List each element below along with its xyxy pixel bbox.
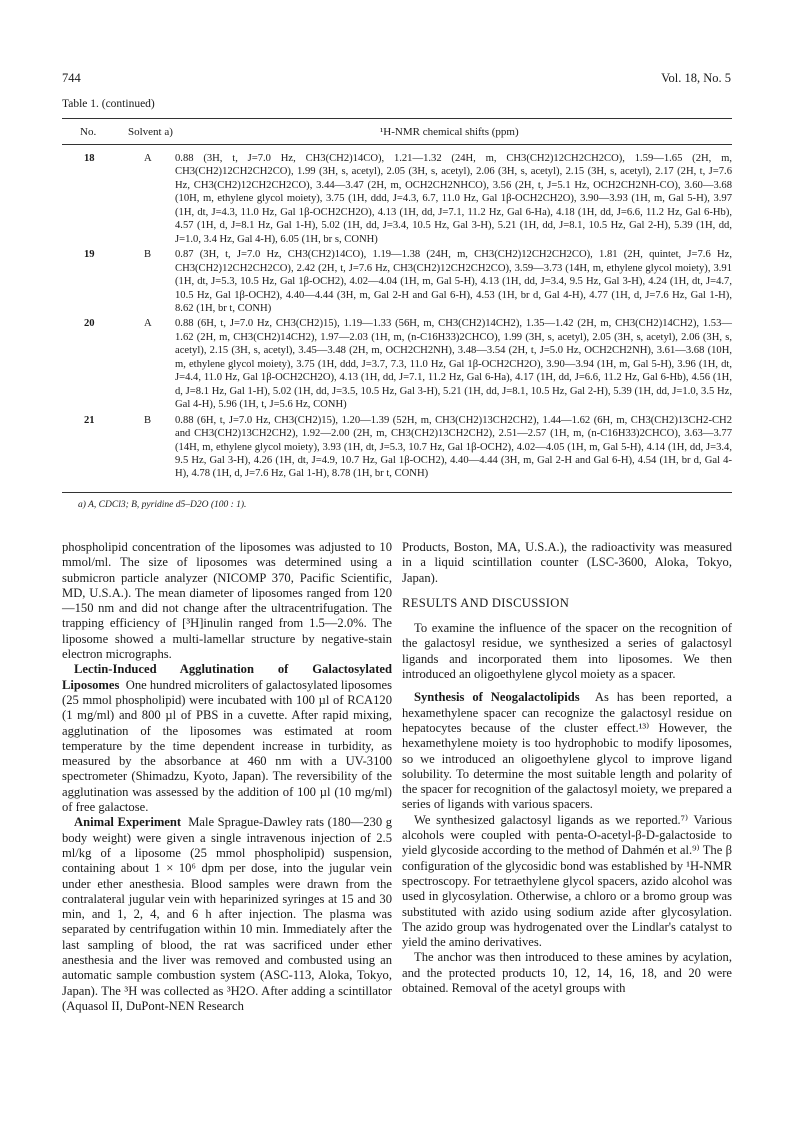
table-row — [62, 414, 732, 481]
column-header-solvent: Solvent a) — [128, 126, 173, 138]
paragraph: We synthesized galactosyl ligands as we reported.⁷⁾ Various alcohols were coupled with penta-O-acetyl-β-D-galactoside to yield glycoside according to the method of Dahmén et al.⁹⁾ The β configuration of the glycosidic bond was established by ¹H-NMR spectroscopy. For tetraethylene glycol spacers, azido alcohol was used in glycosylation. Otherwise, a chloro or a bromo group was substituted with azido using sodium azide after glycosylation. The azido group was hydrogenated over the Lindlar's catalyst to yield the amino derivatives. — [402, 812, 732, 950]
paragraph-text: As has been reported, a hexamethylene spacer can recognize the galactosyl residue on hepatocytes because of the cluster effect.¹³⁾ However, the hexamethylene moiety is too hydrophobic to modify liposomes, so we introduced an oligoethylene glycol to improve ligand solubility. To determine the most suitable length and polarity of the spacer for recognition of the galactosyl moiety, we prepared a series of ligands with various spacers. — [402, 690, 732, 812]
section-lead: Lectin-Induced Agglutination of Galactosylated Liposomes — [62, 662, 392, 692]
chemical-shifts: 0.88 (6H, t, J=7.0 Hz, CH3(CH2)15), 1.19—1.33 (56H, m, CH3(CH2)14CH2), 1.35—1.42 (2H, m, CH3(CH2)14CH2), 1.53—1.62 (2H, m, CH3(CH2)14CH2), 1.97—2.03 (1H, m, (n-C16H33)2CHCO), 1.99 (3H, s, acetyl), 2.05 (3H, s, acetyl), 2.06 (3H, s, acetyl), 2.15 (3H, s, acetyl), 3.45—3.48 (2H, m, OCH2CH2NH), 3.48—3.54 (2H, t, J=5.0 Hz, OCH2CH2NH), 3.61—3.68 (10H, m, ethylene glycol moiety), 3.75 (1H, ddd, J=3.7, 7.3, 11.0 Hz, Gal 1β-OCH2CH2O), 3.90—3.94 (1H, m, Gal 5-H), 3.96 (1H, dt, J=4.4, 11.0 Hz, Gal 1β-OCH2CH2O), 4.13 (1H, dd, J=7.1, 11.2 Hz, Gal 6-Ha), 4.17 (1H, dd, J=6.6, 11.2 Hz, Gal 6-Hb), 4.56 (1H, d, J=8.1 Hz, Gal 1-H), 5.02 (1H, dd, J=3.5, 10.5 Hz, Gal 3-H), 5.21 (1H, dd, J=8.1, 10.5 Hz, Gal 2-H), 5.39 (1H, dd, J=1.0, 3.5 Hz, Gal 4-H), 5.96 (1H, t, J=5.6 Hz, CONH) — [175, 318, 732, 411]
volume-label: Vol. 18, No. 5 — [661, 71, 731, 85]
paragraph-text: Male Sprague-Dawley rats (180—230 g body weight) were given a single intravenous injection of 2.5 ml/kg of a liposome (25 mmol phospholipid) suspension, containing about 1 × 10⁶ dpm per dose, into the jugular vein under ether anesthesia. Blood samples were drawn from the contralateral jugular vein with heparinized syringes at 15 and 30 min, and 1, 2, 4, and 6 h after injection. The plasma was separated by centrifugation within 10 min. Immediately after the last sampling of blood, the rat was sacrificed under ether anesthesia and the liver was removed and combusted using an automatic sample combustion system (ASC-113, Aloka, Tokyo, Japan). The ³H was collected as ³H2O. After adding a scintillator (Aquasol II, DuPont-NEN Research — [62, 815, 392, 1013]
chemical-shifts: 0.88 (3H, t, J=7.0 Hz, CH3(CH2)14CO), 1.21—1.32 (24H, m, CH3(CH2)12CH2CH2CO), 1.59—1.65 (2H, m, CH3(CH2)12CH2CH2CO), 1.99 (3H, s, acetyl), 2.05 (3H, s, acetyl), 2.06 (3H, s, acetyl), 2.15 (3H, s, acetyl), 2.17 (2H, t, J=7.6 Hz, CH3(CH2)12CH2CH2CO), 3.44—3.47 (2H, m, OCH2CH2NHCO), 3.56 (2H, t, J=5.1 Hz, OCH2CH2NH-CO), 3.60—3.68 (10H, m, ethylene glycol moiety), 3.75 (1H, ddd, J=4.3, 6.7, 11.0 Hz, Gal 1β-OCH2CH2O), 3.90—3.93 (1H, m, Gal 5-H), 3.97 (1H, dt, J=4.3, 11.0 Hz, Gal 1β-OCH2CH2O), 4.13 (1H, dd, J=7.1, 11.2 Hz, Gal 6-Ha), 4.18 (1H, dd, J=6.6, 11.2 Hz, Gal 6-Hb), 4.57 (1H, d, J=8.1 Hz, Gal 1-H), 5.02 (1H, dd, J=3.4, 10.5 Hz, Gal 3-H), 5.21 (1H, dd, J=8.1, 10.5 Hz, Gal 2-H), 5.39 (1H, dd, J=1.0, 3.4 Hz, Gal 4-H), 6.05 (1H, br s, CONH) — [175, 153, 732, 245]
section-heading: RESULTS AND DISCUSSION — [402, 595, 570, 610]
right-text-column — [402, 540, 732, 996]
column-header-no: No. — [80, 126, 97, 138]
column-header-shifts: ¹H-NMR chemical shifts (ppm) — [380, 126, 519, 138]
paragraph — [62, 662, 392, 815]
table-row — [62, 317, 732, 411]
compound-number: 18 — [84, 153, 95, 164]
chemical-shifts: 0.88 (6H, t, J=7.0 Hz, CH3(CH2)15), 1.20—1.39 (52H, m, CH3(CH2)13CH2CH2), 1.44—1.62 (6H, m, CH3(CH2)13CH2-CH2 and CH3(CH2)13CH2CH2), 1.92—2.00 (2H, m, CH3(CH2)13CH2CH2), 2.51—2.57 (1H, m, (n-C16H33)2CHCO), 3.63—3.77 (14H, m, ethylene glycol moiety), 3.93 (1H, dt, J=5.3, 10.7 Hz, Gal 1β-OCH2), 4.02—4.05 (1H, m, Gal 5-H), 4.14 (1H, dd, J=3.4, 9.5 Hz, Gal 3-H), 4.26 (1H, dt, J=4.9, 10.7 Hz, Gal 1β-OCH2), 4.40—4.44 (3H, m, Gal 2-H and Gal 6-H), 4.54 (1H, br d, Gal 4-H), 4.78 (1H, d, J=7.6 Hz, Gal 1-H), 8.78 (1H, br t, CONH) — [175, 414, 732, 480]
solvent-code: B — [144, 414, 152, 426]
paragraph — [402, 690, 732, 812]
chemical-shifts: 0.87 (3H, t, J=7.0 Hz, CH3(CH2)14CO), 1.19—1.38 (24H, m, CH3(CH2)12CH2CH2CO), 1.81 (2H, quintet, J=7.6 Hz, CH3(CH2)12CH2CH2CO), 2.42 (2H, t, J=7.6 Hz, CH3(CH2)12CH2CH2CO), 3.59—3.73 (14H, m, ethylene glycol moiety), 3.91 (1H, dt, J=5.3, 10.5 Hz, Gal 1β-OCH2), 4.02—4.04 (1H, m, Gal 5-H), 4.13 (1H, dd, J=3.4, 9.5 Hz, Gal 3-H), 4.24 (1H, dt, J=4.7, 10.5 Hz, Gal 1β-OCH2), 4.40—4.44 (3H, m, Gal 2-H and Gal 6-H), 4.53 (1H, br d, Gal 4-H), 4.77 (1H, d, J=7.6 Hz, Gal 1-H), 8.62 (1H, br t, CONH) — [175, 249, 732, 314]
paragraph — [62, 815, 392, 1014]
table-bottom-rule — [62, 492, 732, 493]
nmr-table-body — [62, 152, 732, 483]
page-number: 744 — [62, 71, 81, 85]
table-footnote: a) A, CDCl3; B, pyridine d5–D2O (100 : 1). — [78, 500, 247, 510]
left-text-column — [62, 540, 392, 1014]
solvent-code: A — [144, 153, 152, 164]
table-row — [62, 248, 732, 315]
section-lead: Synthesis of Neogalactolipids — [414, 690, 580, 705]
paragraph-text: One hundred microliters of galactosylated liposomes (25 mmol phospholipid) were incubated with 100 µl of RCA120 (1 mg/ml) and 800 µl of PBS in a cuvette. After rapid mixing, agglutination of the liposomes was estimated at room temperature by the time dependent increase in turbidity, as measured by the absorbance at 460 nm with a UV-3100 spectrometer (Shimadzu, Kyoto, Japan). The reversibility of the agglutination was assessed by the addition of 100 µl (10 mg/ml) of free galactose. — [62, 677, 392, 815]
paragraph: Products, Boston, MA, U.S.A.), the radioactivity was measured in a liquid scintillation counter (LSC-3600, Aloka, Tokyo, Japan). — [402, 540, 732, 585]
table-header-rule — [62, 144, 732, 145]
table-caption: Table 1. (continued) — [62, 98, 155, 110]
paragraph: phospholipid concentration of the liposomes was adjusted to 10 mmol/ml. The size of liposomes was determined using a submicron particle analyzer (NICOMP 370, Pacific Scientific, MD, U.S.A.). The mean diameter of liposomes ranged from 120—150 nm and did not change after the ultracentrifugation. The trapping efficiency of [³H]inulin ranged from 1.5—2.0%. The liposome showed a multi-lamellar structure by negative-stain electron micrographs. — [62, 540, 392, 662]
section-lead: Animal Experiment — [74, 815, 182, 830]
compound-number: 19 — [84, 249, 95, 261]
table-row — [62, 152, 732, 246]
table-top-rule — [62, 118, 732, 119]
solvent-code: A — [144, 318, 152, 330]
solvent-code: B — [144, 249, 152, 261]
paragraph: To examine the influence of the spacer on the recognition of the galactosyl residue, we synthesized a series of galactosyl ligands and incorporated them into liposomes. We then introduced an oligoethylene glycol moiety as a spacer. — [402, 621, 732, 682]
paragraph: The anchor was then introduced to these amines by acylation, and the protected products 10, 12, 14, 16, 18, and 20 were obtained. Removal of the acetyl groups with — [402, 950, 732, 996]
compound-number: 20 — [84, 318, 95, 330]
compound-number: 21 — [84, 414, 95, 426]
